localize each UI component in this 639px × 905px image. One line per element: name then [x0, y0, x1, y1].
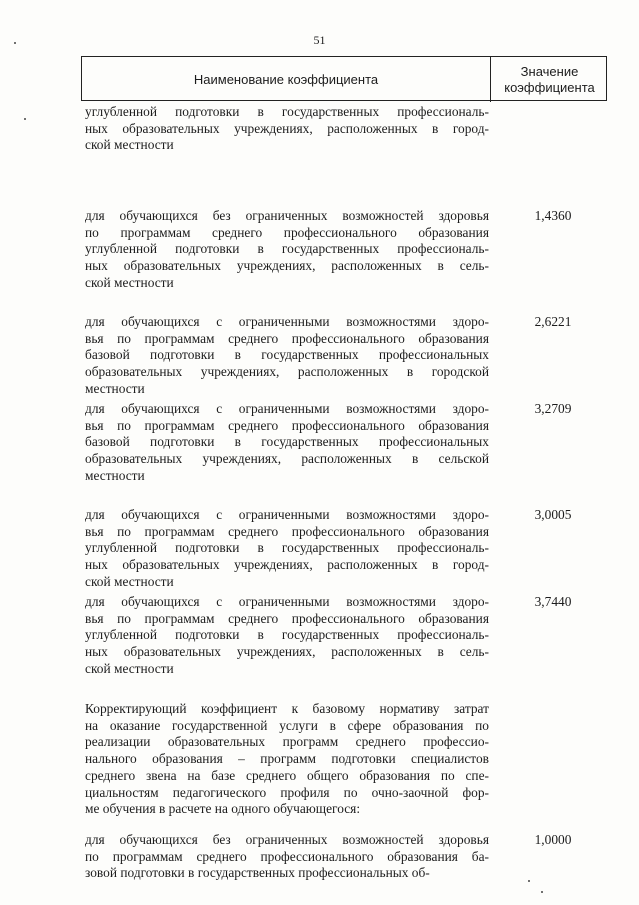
text-line: Корректирующий коэффициент к базовому нормативу затрат — [85, 701, 489, 716]
text-line: вья по программам среднего профессионального образования — [85, 417, 489, 433]
text-line: циальностям педагогического профиля по очно-заочной фор- — [85, 784, 489, 800]
header-coefficient-value: Значение коэффициента — [504, 63, 595, 95]
text-line: ных образовательных учреждениях, расположенных в сель- — [85, 644, 489, 660]
coefficient-value: 3,7440 — [534, 594, 572, 609]
text-line: зовой подготовки в государственных профессиональных об- — [85, 865, 430, 881]
text-line: ме обучения в расчете на одного обучающегося: — [85, 801, 361, 817]
text-line: углубленной подготовки в государственных профессиональ- — [85, 627, 489, 643]
text-line: ных образовательных учреждениях, расположенных в город- — [85, 557, 489, 573]
coefficient-description — [85, 104, 489, 154]
coefficient-description — [85, 314, 489, 398]
text-line: ской местности — [85, 660, 174, 676]
coefficient-description — [85, 507, 489, 591]
text-line: для обучающихся без ограниченных возможностей здоровья — [85, 832, 489, 847]
page-number: 51 — [313, 33, 326, 47]
text-line: для обучающихся с ограниченными возможностями здоро- — [85, 314, 489, 329]
text-line: базовой подготовки в государственных профессиональных — [85, 434, 489, 450]
text-line: для обучающихся с ограниченными возможностями здоро- — [85, 507, 489, 522]
scan-speck — [24, 118, 26, 120]
text-line: ных образовательных учреждениях, расположенных в сель- — [85, 258, 489, 274]
text-line: образовательных учреждениях, расположенных в городской — [85, 364, 489, 380]
coefficient-table — [81, 56, 608, 886]
text-line: среднего звена на базе среднего общего образования по спе- — [85, 767, 489, 783]
scan-speck — [528, 880, 530, 882]
coefficient-description — [85, 594, 489, 678]
text-line: вья по программам среднего профессионального образования — [85, 610, 489, 626]
text-line: углубленной подготовки в государственных профессиональ- — [85, 540, 489, 556]
text-line: местности — [85, 380, 145, 396]
coefficient-description — [85, 832, 489, 882]
text-line: вья по программам среднего профессионального образования — [85, 330, 489, 346]
coefficient-value: 3,0005 — [534, 507, 572, 522]
text-line: для обучающихся с ограниченными возможностями здоро- — [85, 401, 489, 416]
coefficient-description — [85, 401, 489, 485]
text-line: углубленной подготовки в государственных профессиональ- — [85, 241, 489, 257]
text-line: углубленной подготовки в государственных профессиональ- — [85, 104, 489, 119]
text-line: для обучающихся с ограниченными возможностями здоро- — [85, 594, 489, 609]
text-line: реализации образовательных программ среднего профессио- — [85, 734, 489, 750]
text-line: ской местности — [85, 573, 174, 589]
coefficient-description — [85, 701, 489, 818]
scan-speck — [14, 42, 16, 44]
text-line: базовой подготовки в государственных профессиональных — [85, 347, 489, 363]
text-line: ных образовательных учреждениях, расположенных в город- — [85, 120, 489, 136]
text-line: по программам среднего профессионального образования — [85, 224, 489, 240]
coefficient-value: 3,2709 — [534, 401, 572, 416]
text-line: вья по программам среднего профессионального образования — [85, 523, 489, 539]
text-line: на оказание государственной услуги в сфере образования по — [85, 717, 489, 733]
text-line: ской местности — [85, 274, 174, 290]
text-line: местности — [85, 467, 145, 483]
coefficient-value: 1,0000 — [534, 832, 572, 847]
text-line: по программам среднего профессионального образования ба- — [85, 848, 489, 864]
coefficient-value: 2,6221 — [534, 314, 572, 329]
text-line: образовательных учреждениях, расположенных в сельской — [85, 451, 489, 467]
table-header — [81, 56, 607, 101]
coefficient-value: 1,4360 — [534, 208, 572, 223]
scan-speck — [541, 891, 543, 893]
text-line: ской местности — [85, 137, 174, 153]
header-coefficient-name: Наименование коэффициента — [193, 72, 379, 87]
coefficient-description — [85, 208, 489, 292]
text-line: нального образования – программ подготовки специалистов — [85, 751, 489, 767]
text-line: для обучающихся без ограниченных возможностей здоровья — [85, 208, 489, 223]
